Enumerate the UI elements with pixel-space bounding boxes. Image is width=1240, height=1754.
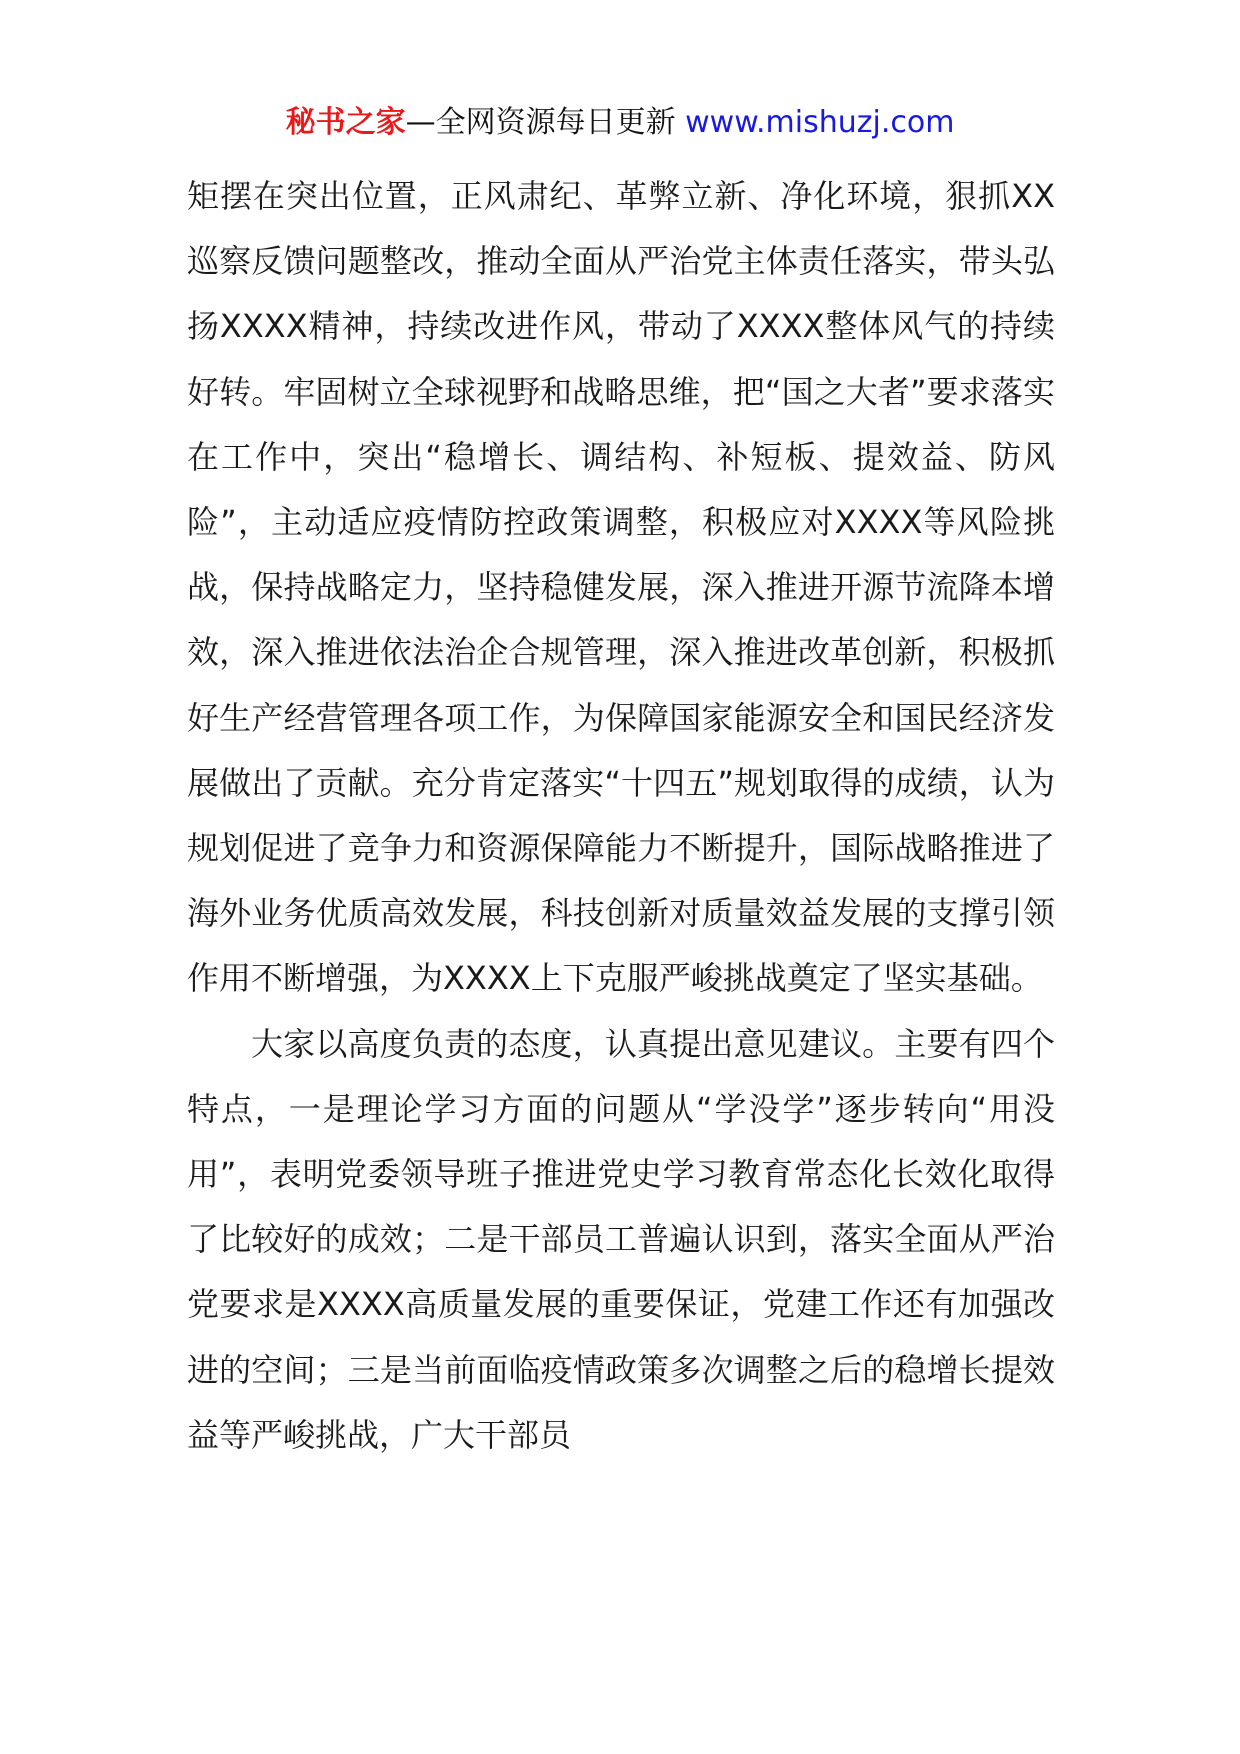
document-body bbox=[187, 164, 1055, 1468]
page-header bbox=[0, 100, 1240, 146]
site-brand: 秘书之家 bbox=[285, 105, 406, 140]
paragraph-opinions: 大家以高度负责的态度，认真提出意见建议。主要有四个特点，一是理论学习方面的问题从“学没学”逐步转向“用没用”，表明党委领导班子推进党史学习教育常态化长效化取得了比较好的成效；二是干部员工普遍认识到，落实全面从严治党要求是XXXX高质量发展的重要保证，党建工作还有加强改进的空间；三是当前面临疫情政策多次调整之后的稳增长提效益等严峻挑战，广大干部员 bbox=[187, 1024, 1055, 1454]
site-url-link[interactable]: www.mishuzj.com bbox=[685, 105, 955, 140]
paragraph-continued: 矩摆在突出位置，正风肃纪、革弊立新、净化环境，狠抓XX巡察反馈问题整改，推动全面从严治党主体责任落实，带头弘扬XXXX精神，持续改进作风，带动了XXXX整体风气的持续好转。牢固树立全球视野和战略思维，把“国之大者”要求落实在工作中，突出“稳增长、调结构、补短板、提效益、防风险”，主动适应疫情防控政策调整，积极应对XXXX等风险挑战，保持战略定力，坚持稳健发展，深入推进开源节流降本增效，深入推进依法治企合规管理，深入推进改革创新，积极抓好生产经营管理各项工作，为保障国家能源安全和国民经济发展做出了贡献。充分肯定落实“十四五”规划取得的成绩，认为规划促进了竞争力和资源保障能力不断提升，国际战略推进了海外业务优质高效发展，科技创新对质量效益发展的支撑引领作用不断增强，为XXXX上下克服严峻挑战奠定了坚实基础。 bbox=[187, 177, 1055, 998]
site-tagline: —全网资源每日更新 bbox=[405, 105, 676, 140]
